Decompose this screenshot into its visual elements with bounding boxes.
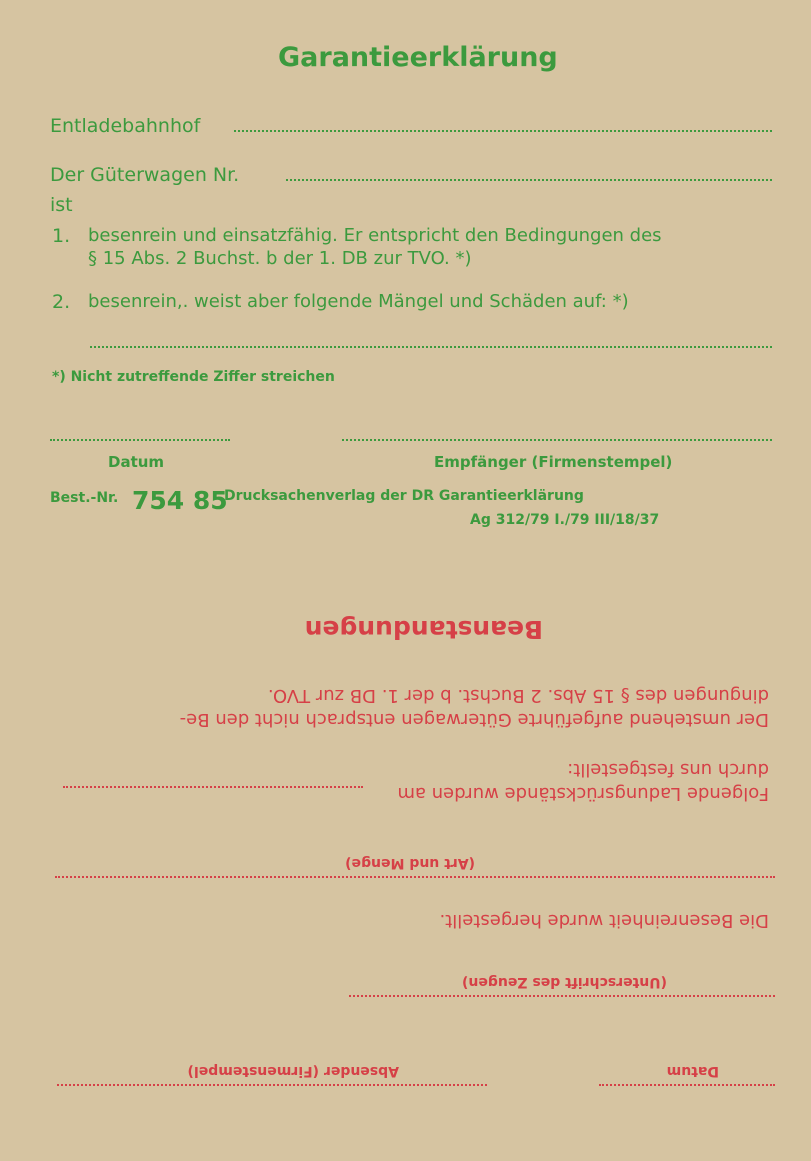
back-para1-line2: dingungen des § 15 Abs. 2 Buchst. b der 1. DB zur TVO. — [267, 685, 769, 706]
front-date-label: Datum — [108, 453, 165, 471]
item2-number: 2. — [52, 291, 71, 313]
footnote: *) Nicht zutreffende Ziffer streichen — [52, 369, 335, 385]
recipient-stamp-field[interactable] — [342, 439, 772, 441]
ag-code: Ag 312/79 I./79 III/18/37 — [470, 512, 660, 528]
back-para2-line1: Folgende Ladungsrückstände wurden am — [397, 783, 769, 804]
entladebahnhof-label: Entladebahnhof — [50, 115, 201, 137]
ist-label: ist — [50, 194, 73, 216]
back-para2-line2: durch uns festgestellt: — [567, 759, 769, 780]
item1-number: 1. — [52, 225, 71, 247]
publisher-text: Drucksachenverlag der DR Garantieerklärung — [224, 488, 584, 504]
besenreinheit-text: Die Besenreinheit wurde hergestellt. — [439, 910, 769, 931]
back-para1-line1: Der umstehend aufgeführte Güterwagen entsprach nicht den Be- — [179, 709, 769, 730]
back-date-label: Datum — [666, 1063, 719, 1079]
front-date-field[interactable] — [50, 439, 230, 441]
witness-signature-field[interactable] — [349, 995, 775, 997]
art-menge-label: (Art und Menge) — [345, 855, 475, 871]
back-date-inline-field[interactable] — [63, 786, 363, 788]
residue-field[interactable] — [55, 876, 775, 878]
order-number-value: 754 85 — [132, 486, 228, 515]
gueterwagen-label: Der Güterwagen Nr. — [50, 164, 240, 186]
form-title: Garantieerklärung — [278, 42, 558, 73]
recipient-label: Empfänger (Firmenstempel) — [434, 453, 673, 471]
gueterwagen-number-field[interactable] — [286, 179, 772, 181]
item1-text-line2: § 15 Abs. 2 Buchst. b der 1. DB zur TVO. *) — [88, 248, 472, 269]
back-title: Beanstandungen — [304, 615, 543, 644]
rotated-back-section — [0, 580, 811, 1161]
sender-stamp-field[interactable] — [57, 1084, 487, 1086]
order-number-prefix: Best.-Nr. — [50, 490, 119, 506]
item1-text-line1: besenrein und einsatzfähig. Er entspricht den Bedingungen des — [88, 225, 662, 246]
witness-signature-label: (Unterschrift des Zeugen) — [461, 974, 667, 990]
entladebahnhof-field[interactable] — [234, 130, 772, 132]
defects-field[interactable] — [90, 346, 772, 348]
back-date-field[interactable] — [599, 1084, 775, 1086]
sender-label: Absender (Firmenstempel) — [187, 1063, 399, 1079]
item2-text: besenrein,. weist aber folgende Mängel und Schäden auf: *) — [88, 291, 629, 312]
